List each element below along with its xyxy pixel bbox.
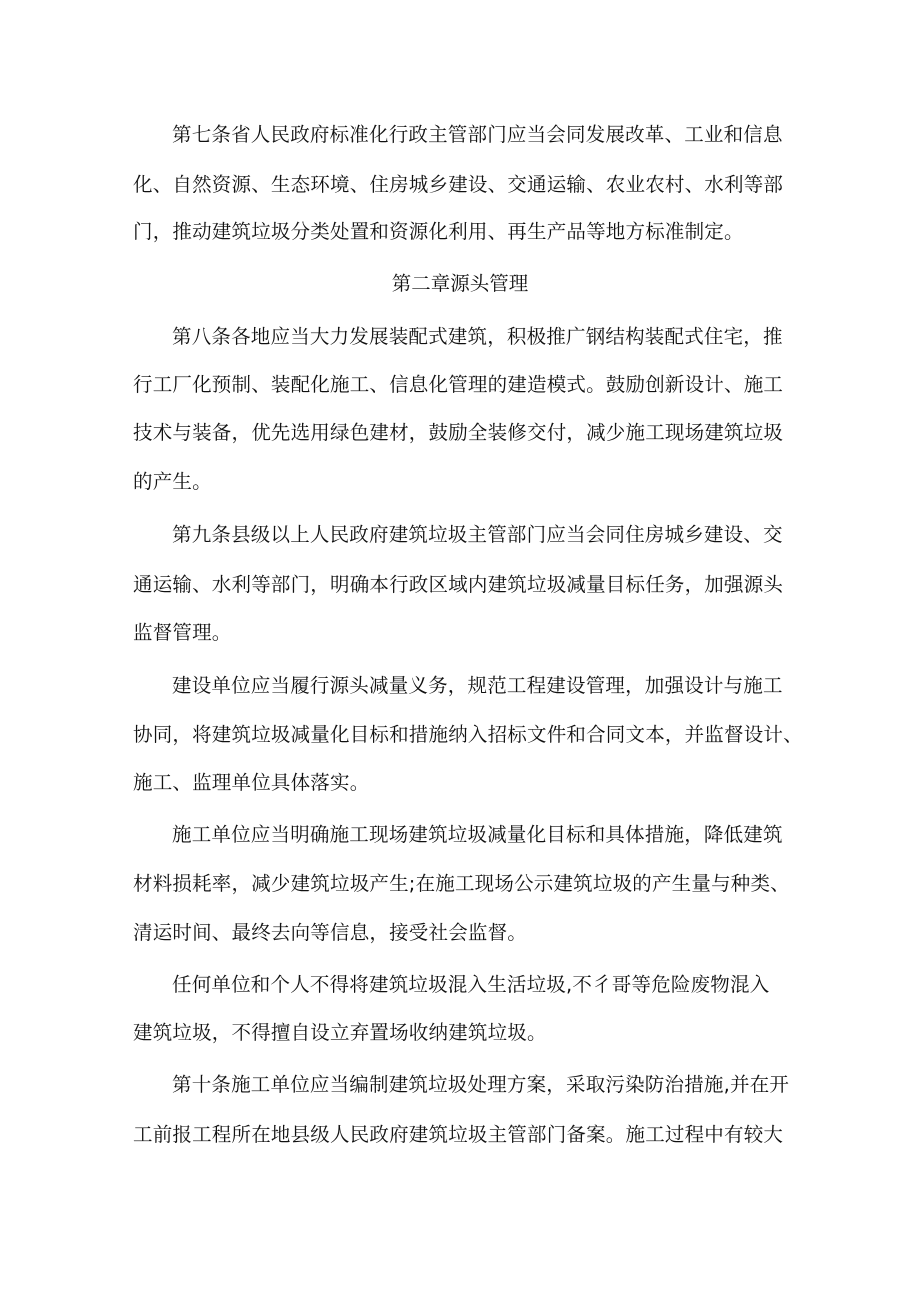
- paragraph-line: 第十条施工单位应当编制建筑垃圾处理方案，采取污染防治措施,并在开: [172, 1073, 790, 1096]
- paragraph-line: 第八条各地应当大力发展装配式建筑，积极推广钢结构装配式住宅，推: [172, 325, 783, 348]
- paragraph-line: 化、自然资源、生态环境、住房城乡建设、交通运输、农业农村、水利等部: [133, 173, 784, 196]
- paragraph-line: 第七条省人民政府标准化行政主管部门应当会同发展改革、工业和信息: [172, 123, 783, 146]
- paragraph-line: 施工、监理单位具体落实。: [133, 771, 370, 794]
- paragraph-line: 通运输、水利等部门，明确本行政区域内建筑垃圾减量目标任务，加强源头: [133, 573, 784, 596]
- paragraph-line: 的产生。: [133, 470, 212, 493]
- paragraph-line: 门，推动建筑垃圾分类处置和资源化利用、再生产品等地方标准制定。: [133, 220, 744, 243]
- paragraph-line: 工前报工程所在地县级人民政府建筑垃圾主管部门备案。施工过程中有较大: [133, 1123, 784, 1146]
- paragraph-line: 监督管理。: [133, 621, 232, 644]
- paragraph-line: 建设单位应当履行源头减量义务，规范工程建设管理，加强设计与施工: [172, 674, 783, 697]
- paragraph-line: 技术与装备，优先选用绿色建材，鼓励全装修交付，减少施工现场建筑垃圾: [133, 421, 784, 444]
- paragraph-line: 建筑垃圾，不得擅自设立弃置场收纳建筑垃圾。: [133, 1021, 547, 1044]
- paragraph-line: 清运时间、最终去向等信息，接受社会监督。: [133, 921, 528, 944]
- paragraph-line: 材料损耗率，减少建筑垃圾产生;在施工现场公示建筑垃圾的产生量与种类、: [133, 872, 790, 895]
- paragraph-line: 协同，将建筑垃圾减量化目标和措施纳入招标文件和合同文本，并监督设计、: [133, 723, 803, 746]
- paragraph-line: 第九条县级以上人民政府建筑垃圾主管部门应当会同住房城乡建设、交: [172, 523, 783, 546]
- chapter-heading: 第二章源头管理: [391, 272, 529, 295]
- paragraph-line: 任何单位和个人不得将建筑垃圾混入生活垃圾,不彳哥等危险废物混入: [172, 973, 770, 996]
- paragraph-line: 施工单位应当明确施工现场建筑垃圾减量化目标和具体措施，降低建筑: [172, 823, 783, 846]
- paragraph-line: 行工厂化预制、装配化施工、信息化管理的建造模式。鼓励创新设计、施工: [133, 373, 784, 396]
